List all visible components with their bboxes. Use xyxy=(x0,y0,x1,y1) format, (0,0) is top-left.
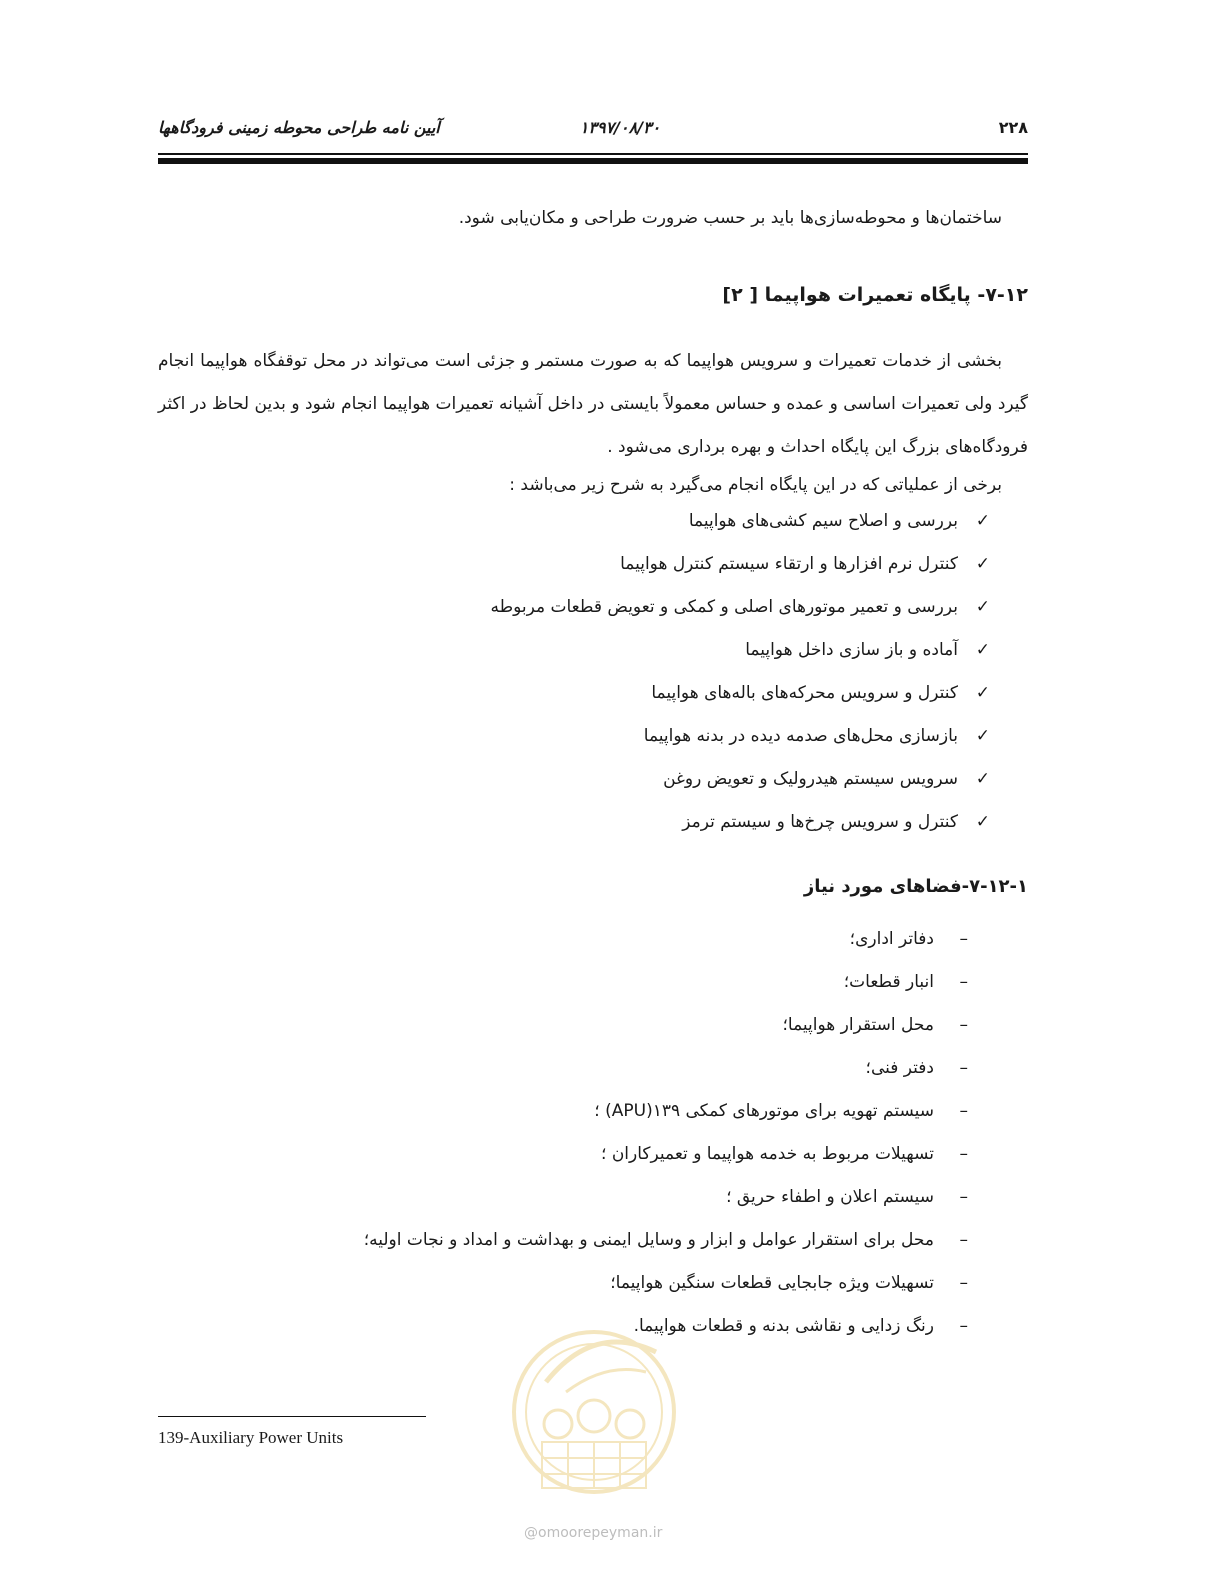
list-item: – دفتر فنی؛ xyxy=(866,1055,934,1081)
subsection-heading: ۷-۱۲-۱-فضاهای مورد نیاز xyxy=(803,876,1028,897)
list-item: – تسهیلات ویژه جابجایی قطعات سنگین هواپیما؛ xyxy=(610,1270,934,1296)
dash-icon: – xyxy=(959,972,968,992)
check-icon: ✓ xyxy=(975,597,990,617)
list-item: – سیستم تهویه برای موتورهای کمکی ۱۳۹(APU) ؛ xyxy=(594,1098,934,1124)
dash-icon: – xyxy=(959,1101,968,1121)
check-icon: ✓ xyxy=(975,726,990,746)
list-item: – سیستم اعلان و اطفاء حریق ؛ xyxy=(726,1184,934,1210)
dash-icon: – xyxy=(959,1144,968,1164)
dash-icon: – xyxy=(959,1015,968,1035)
check-icon: ✓ xyxy=(975,769,990,789)
footnote: 139-Auxiliary Power Units xyxy=(158,1428,344,1447)
list-item: – رنگ زدایی و نقاشی بدنه و قطعات هواپیما. xyxy=(634,1313,934,1339)
header-date: ۱۳۹۷/۰۸/۳۰ xyxy=(579,118,661,137)
header-title: آیین نامه طراحی محوطه زمینی فرودگاهها xyxy=(158,118,440,137)
list-item: – دفاتر اداری؛ xyxy=(850,926,934,952)
dash-icon: – xyxy=(959,1316,968,1336)
list-item: ✓ کنترل نرم افزارها و ارتقاء سیستم کنترل هواپیما xyxy=(620,551,958,577)
list-item: – محل برای استقرار عوامل و ابزار و وسایل ایمنی و بهداشت و امداد و نجات اولیه؛ xyxy=(364,1227,934,1253)
list-item: ✓ بازسازی محل‌های صدمه دیده در بدنه هواپیما xyxy=(644,723,958,749)
operations-intro: برخی از عملیاتی که در این پایگاه انجام می‌گیرد به شرح زیر می‌باشد : xyxy=(509,475,1002,495)
dash-icon: – xyxy=(959,929,968,949)
list-item: – انبار قطعات؛ xyxy=(844,969,934,995)
dash-icon: – xyxy=(959,1187,968,1207)
header-rule-thick xyxy=(158,158,1028,164)
list-item: ✓ آماده و باز سازی داخل هواپیما xyxy=(745,637,958,663)
footnote-rule xyxy=(158,1416,426,1417)
dash-icon: – xyxy=(959,1230,968,1250)
intro-line: ساختمان‌ها و محوطه‌سازی‌ها باید بر حسب ضرورت طراحی و مکان‌یابی شود. xyxy=(458,208,1002,228)
dash-icon: – xyxy=(959,1273,968,1293)
list-item: ✓ کنترل و سرویس چرخ‌ها و سیستم ترمز xyxy=(682,809,958,835)
watermark-logo xyxy=(506,1312,682,1512)
watermark-url: @omoorepeyman.ir xyxy=(524,1525,663,1541)
check-icon: ✓ xyxy=(975,511,990,531)
list-item: ✓ بررسی و تعمیر موتورهای اصلی و کمکی و تعویض قطعات مربوطه xyxy=(490,594,958,620)
check-icon: ✓ xyxy=(975,683,990,703)
list-item: – محل استقرار هواپیما؛ xyxy=(782,1012,934,1038)
section-heading: ۷-۱۲- پایگاه تعمیرات هواپیما [ ۲] xyxy=(722,284,1028,306)
list-item: ✓ بررسی و اصلاح سیم کشی‌های هواپیما xyxy=(689,508,958,534)
check-icon: ✓ xyxy=(975,812,990,832)
list-item: ✓ سرویس سیستم هیدرولیک و تعویض روغن xyxy=(663,766,958,792)
page-number: ۲۲۸ xyxy=(998,118,1028,137)
list-item: – تسهیلات مربوط به خدمه هواپیما و تعمیرکاران ؛ xyxy=(601,1141,934,1167)
list-item: ✓ کنترل و سرویس محرکه‌های باله‌های هواپیما xyxy=(651,680,958,706)
header-rule-thin xyxy=(158,153,1028,155)
check-icon: ✓ xyxy=(975,640,990,660)
section-paragraph: بخشی از خدمات تعمیرات و سرویس هواپیما که به صورت مستمر و جزئی است می‌تواند در محل توقفگاه هواپیما انجام گیرد ولی تعمیرات اساسی و عمده و حساس معمولاً بایستی در داخل آشیانه تعمیرات هواپیما انجام شود و بدین لحاظ در اکثر فرودگاه‌های بزرگ این پایگاه احداث و بهره برداری می‌شود . xyxy=(158,351,1028,457)
check-icon: ✓ xyxy=(975,554,990,574)
dash-icon: – xyxy=(959,1058,968,1078)
